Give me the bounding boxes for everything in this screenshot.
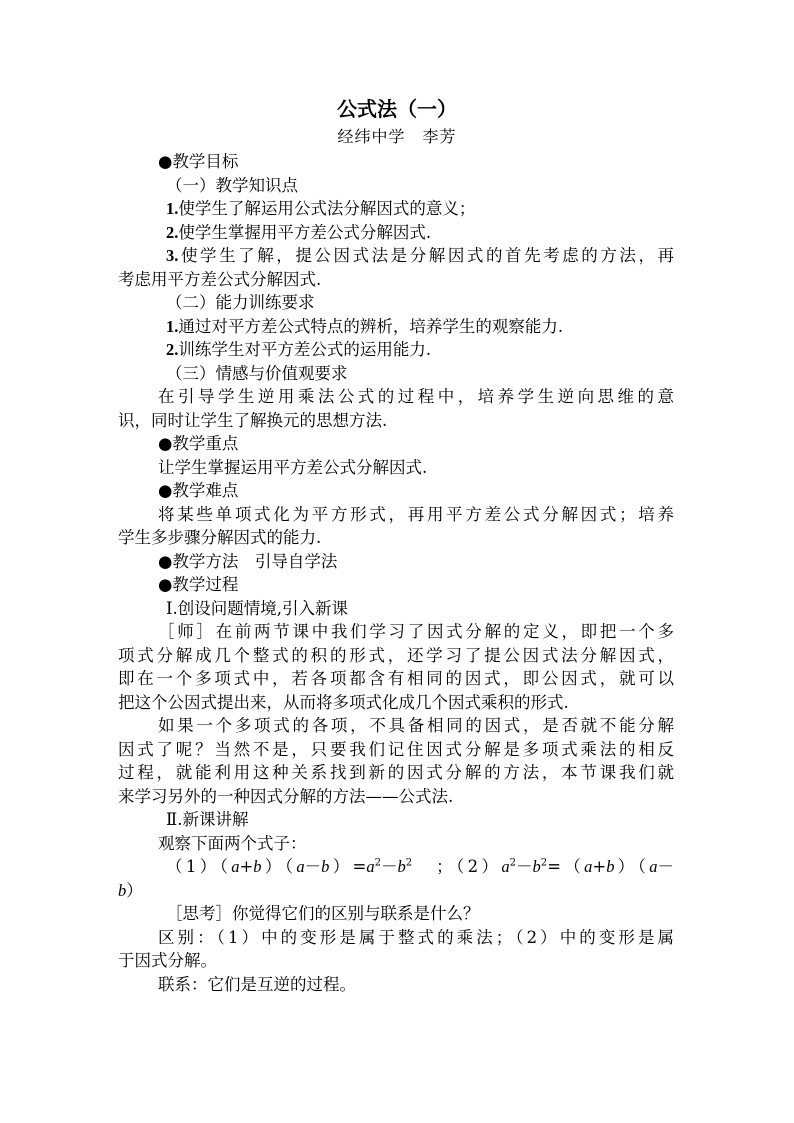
formula-var: a bbox=[584, 857, 593, 876]
formula-exponent: 2 bbox=[374, 857, 382, 869]
paragraph-line: 即在一个多项式中，若各项都含有相同的因式，即公因式，就可以 bbox=[118, 669, 674, 688]
formula-var: b bbox=[118, 880, 127, 900]
formula-exponent: 2 bbox=[540, 857, 548, 869]
list-item bbox=[118, 197, 676, 221]
paragraph-line: 于因式分解。 bbox=[118, 951, 217, 970]
item-text: 使学生掌握用平方差公式分解因式. bbox=[178, 222, 432, 242]
formula-var: b bbox=[397, 857, 406, 876]
paragraph-line: 在引导学生逆用乘法公式的过程中，培养学生逆向思维的意 bbox=[158, 387, 674, 406]
subsection-heading: （一）教学知识点 bbox=[166, 175, 298, 195]
formula-exponent: 2 bbox=[405, 857, 413, 869]
formula-var: b bbox=[606, 857, 615, 876]
item-text: 使学生了解，提公因式法是分解因式的首先考虑的方法，再 bbox=[178, 246, 674, 265]
item-text: 通过对平方差公式特点的辨析，培养学生的观察能力. bbox=[178, 316, 564, 336]
section-heading-objectives: ●教学目标 bbox=[158, 152, 239, 171]
list-item bbox=[118, 244, 676, 268]
paragraph-line: 如果一个多项式的各项，不具备相同的因式，是否就不能分解 bbox=[158, 716, 674, 735]
paragraph-line: 考虑用平方差公式分解因式. bbox=[118, 269, 322, 289]
formula-text: + bbox=[592, 857, 607, 876]
formula-text: （1）（ bbox=[166, 857, 232, 876]
list-item bbox=[118, 315, 676, 339]
paragraph-line: 来学习另外的一种因式分解的方法——公式法. bbox=[118, 786, 454, 806]
paragraph-line: 过程，就能利用这种关系找到新的因式分解的方法，本节课我们就 bbox=[118, 763, 674, 782]
subsection-heading: （三）情感与价值观要求 bbox=[166, 363, 348, 383]
item-number: 1. bbox=[166, 316, 179, 336]
part-heading: Ⅱ.新课讲解 bbox=[166, 810, 249, 829]
item-number: 3. bbox=[166, 246, 179, 265]
formula-var: a bbox=[501, 857, 510, 876]
item-text: 使学生了解运用公式法分解因式的意义； bbox=[178, 199, 476, 218]
formula-var: a bbox=[231, 857, 240, 876]
formula-text: － bbox=[304, 857, 322, 876]
formula-line-continued bbox=[118, 879, 676, 903]
paragraph-line: 把这个公因式提出来，从而将多项式化成几个因式乘积的形式. bbox=[118, 692, 569, 712]
item-text: 训练学生对平方差公式的运用能力. bbox=[178, 340, 432, 359]
formula-text: － bbox=[515, 857, 533, 876]
paragraph-line: 观察下面两个式子： bbox=[158, 833, 307, 853]
item-number: 2. bbox=[166, 340, 179, 359]
section-heading-difficulties: ●教学难点 bbox=[158, 481, 239, 500]
paragraph-line: ［师］在前两节课中我们学习了因式分解的定义，即把一个多 bbox=[158, 622, 674, 641]
formula-var: a bbox=[366, 857, 375, 876]
item-number: 1. bbox=[166, 199, 179, 218]
formula-text: ；（2） bbox=[436, 857, 502, 876]
formula-var: b bbox=[532, 857, 541, 876]
part-heading: Ⅰ.创设问题情境,引入新课 bbox=[166, 598, 349, 618]
formula-text: ）= bbox=[329, 857, 367, 876]
formula-text: ） bbox=[126, 880, 143, 900]
paragraph-line: 区别：（1）中的变形是属于整式的乘法；（2）中的变形是属 bbox=[158, 927, 674, 947]
paragraph-line: 联系：它们是互逆的过程。 bbox=[158, 974, 356, 994]
author-line: 经纬中学 李芳 bbox=[337, 127, 457, 146]
formula-var: a bbox=[296, 857, 305, 876]
page-title: 公式法（一） bbox=[337, 97, 457, 121]
formula-text: + bbox=[239, 857, 254, 876]
formula-exponent: 2 bbox=[509, 857, 516, 869]
formula-text: － bbox=[381, 857, 398, 876]
section-heading-process: ●教学过程 bbox=[158, 575, 239, 594]
formula-var: b bbox=[321, 857, 330, 876]
formula-var: a bbox=[649, 857, 658, 876]
paragraph-line: 学生多步骤分解因式的能力. bbox=[118, 528, 322, 547]
formula-text: ）（ bbox=[261, 857, 297, 876]
document-page bbox=[118, 94, 676, 996]
item-number: 2. bbox=[166, 222, 179, 242]
paragraph-line: 因式了呢？当然不是，只要我们记住因式分解是多项式乘法的相反 bbox=[118, 739, 674, 759]
list-item bbox=[118, 338, 676, 362]
list-item bbox=[118, 221, 676, 245]
formula-text: ）（ bbox=[614, 857, 650, 876]
subsection-heading: （二）能力训练要求 bbox=[166, 293, 315, 312]
paragraph-line: 将某些单项式化为平方形式，再用平方差公式分解因式；培养 bbox=[158, 504, 674, 524]
formula-text: － bbox=[657, 857, 675, 876]
formula-var: b bbox=[253, 857, 262, 876]
paragraph-line: 让学生掌握运用平方差公式分解因式. bbox=[158, 457, 428, 477]
section-heading-key-points: ●教学重点 bbox=[158, 434, 239, 453]
paragraph-line: 项式分解成几个整式的积的形式，还学习了提公因式法分解因式， bbox=[118, 645, 674, 665]
formula-text: =（ bbox=[547, 857, 585, 876]
section-heading-methods: ●教学方法 引导自学法 bbox=[158, 551, 338, 571]
formula-line bbox=[118, 855, 676, 879]
paragraph-line: 识，同时让学生了解换元的思想方法. bbox=[118, 410, 388, 430]
paragraph-line: ［思考］你觉得它们的区别与联系是什么？ bbox=[166, 904, 480, 923]
